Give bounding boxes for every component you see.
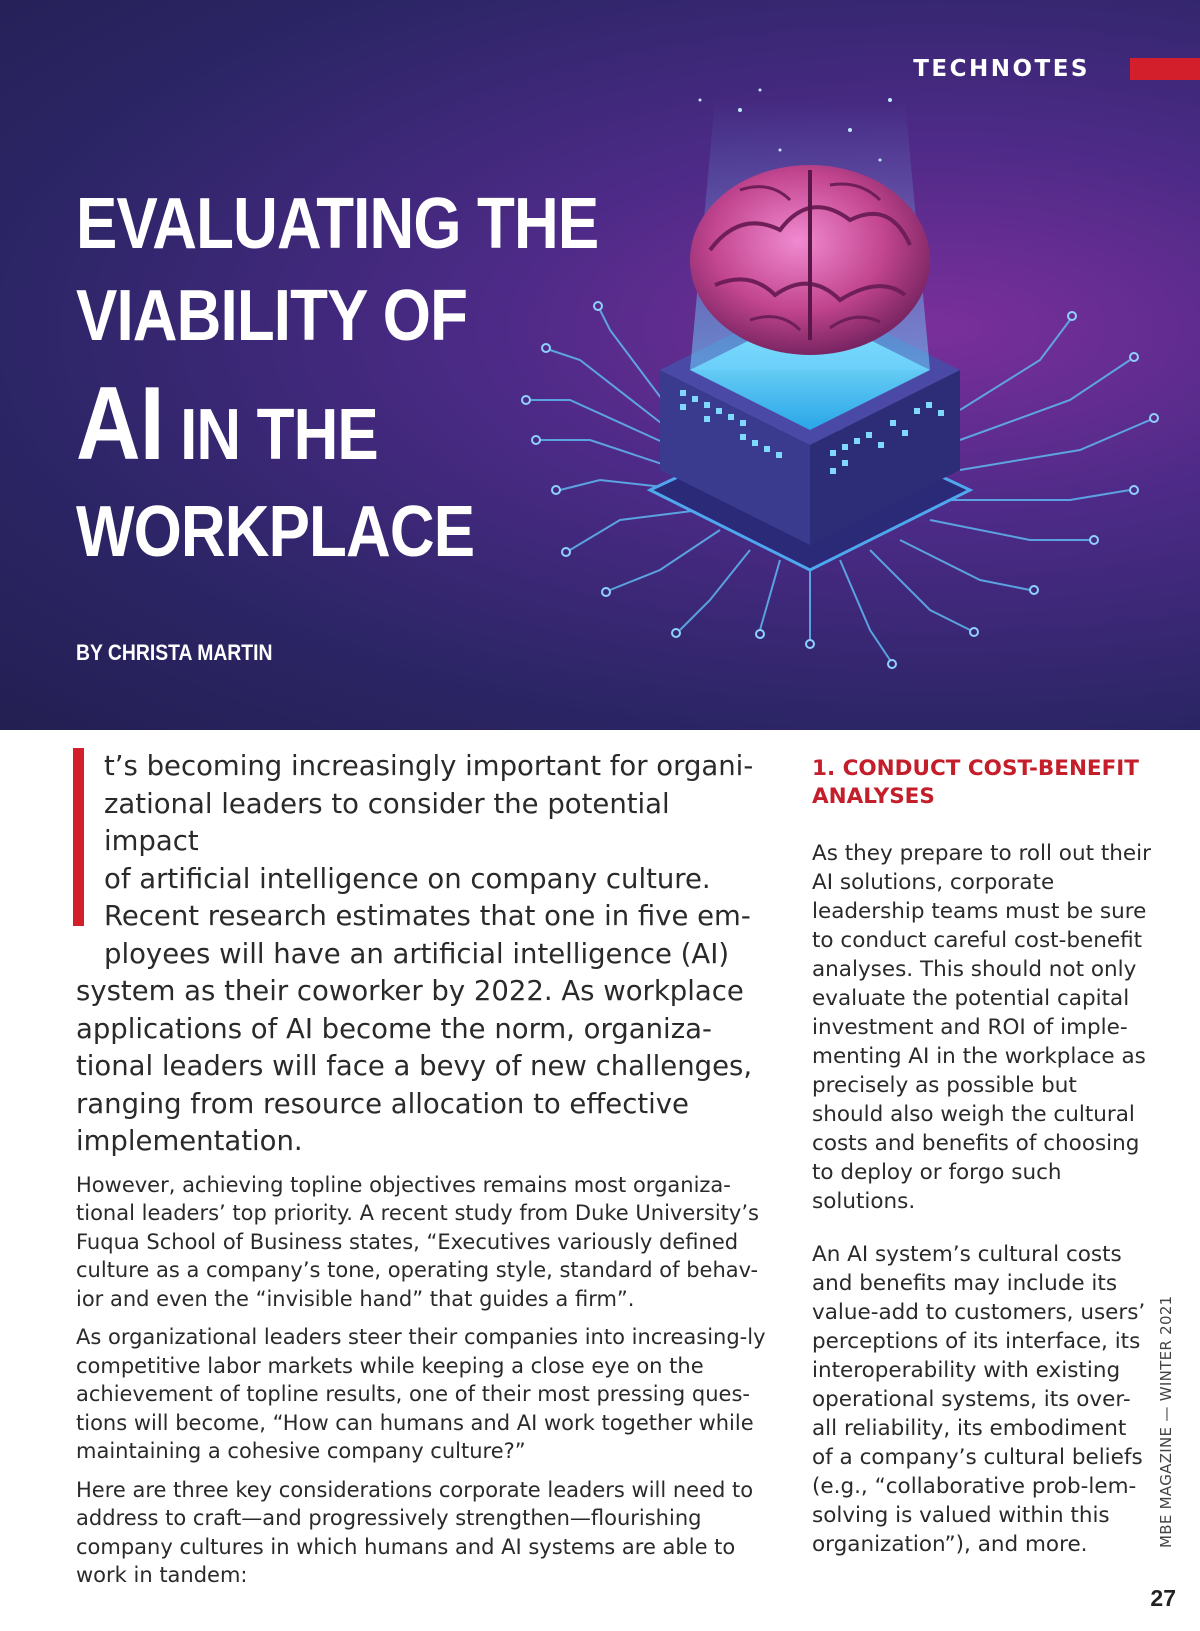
- body-paragraph-2: As organizational leaders steer their companies into increasing-ly competitive labor markets while keeping a close eye on the achievement of topline results, one of their most pressing ques-tions will become, “How can humans and AI work together while maintaining a cohesive company culture?”: [76, 1325, 766, 1463]
- section-tag: TECHNOTES: [913, 56, 1090, 82]
- main-column: [76, 748, 766, 1590]
- page-number: 27: [1150, 1585, 1176, 1611]
- lead-line: ployees will have an artificial intelligence (AI): [104, 937, 730, 970]
- lead-line: of artificial intelligence on company culture.: [104, 862, 711, 895]
- ai-brain-chip-illustration: [510, 70, 1200, 670]
- headline-line-3: [76, 366, 540, 482]
- section-1-paragraph-1: As they prepare to roll out their AI solutions, corporate leadership teams must be sure to conduct careful cost-benefit analyses. This should not only evaluate the potential capital investment and ROI of imple-menting AI in the workplace as precisely as possible but should also weigh the cultural costs and benefits of choosing to deploy or forgo such solutions.: [812, 841, 1151, 1214]
- lead-line: Recent research estimates that one in five em-: [104, 900, 751, 932]
- section-1-heading: 1. CONDUCT COST-BENEFIT ANALYSES: [812, 756, 1139, 809]
- byline: BY CHRISTA MARTIN: [76, 640, 273, 665]
- body-paragraph-1: However, achieving topline objectives remains most organiza-tional leaders’ top priority. A recent study from Duke University’s Fuqua School of Business states, “Executives variously defined culture as a company’s tone, operating style, standard of behav-ior and even the “invisible hand” that guides a firm”.: [76, 1172, 759, 1311]
- lead-line: t’s becoming increasingly important for organi-: [104, 750, 754, 782]
- lead-line: ranging from resource allocation to effective: [76, 1087, 689, 1120]
- lead-paragraph: [76, 748, 766, 1161]
- headline-line-1: EVALUATING THE: [76, 184, 599, 264]
- lead-line: tional leaders will face a bevy of new challenges,: [76, 1050, 753, 1082]
- headline-line-2: VIABILITY OF: [76, 276, 468, 356]
- body-paragraph-3: Here are three key considerations corporate leaders will need to address to craft—and progressively strengthen—flourishing company cultures in which humans and AI systems are able to work in tandem:: [76, 1477, 754, 1587]
- brain-graphic: [690, 165, 930, 355]
- headline-in-the: IN THE: [163, 395, 378, 475]
- lead-line: system as their coworker by 2022. As workplace: [76, 975, 744, 1007]
- hero-banner: [0, 0, 1200, 730]
- headline-line-4: WORKPLACE: [76, 492, 475, 572]
- headline-ai: AI: [76, 366, 164, 482]
- side-column: [812, 755, 1152, 1583]
- lead-line: zational leaders to consider the potential impact: [104, 787, 670, 857]
- section-1-paragraph-2: An AI system’s cultural costs and benefits may include its value-add to customers, users’ perceptions of its interface, its interoperability with existing operational systems, its over-all reliability, its embodiment of a company’s cultural beliefs (e.g., “collaborative prob-lem-solving is valued within this organization”), and more.: [812, 1242, 1146, 1557]
- lead-line: applications of AI become the norm, organiza-: [76, 1012, 712, 1045]
- lead-line: implementation.: [76, 1125, 303, 1157]
- magazine-issue-label: MBE MAGAZINE — WINTER 2021: [1157, 1295, 1175, 1548]
